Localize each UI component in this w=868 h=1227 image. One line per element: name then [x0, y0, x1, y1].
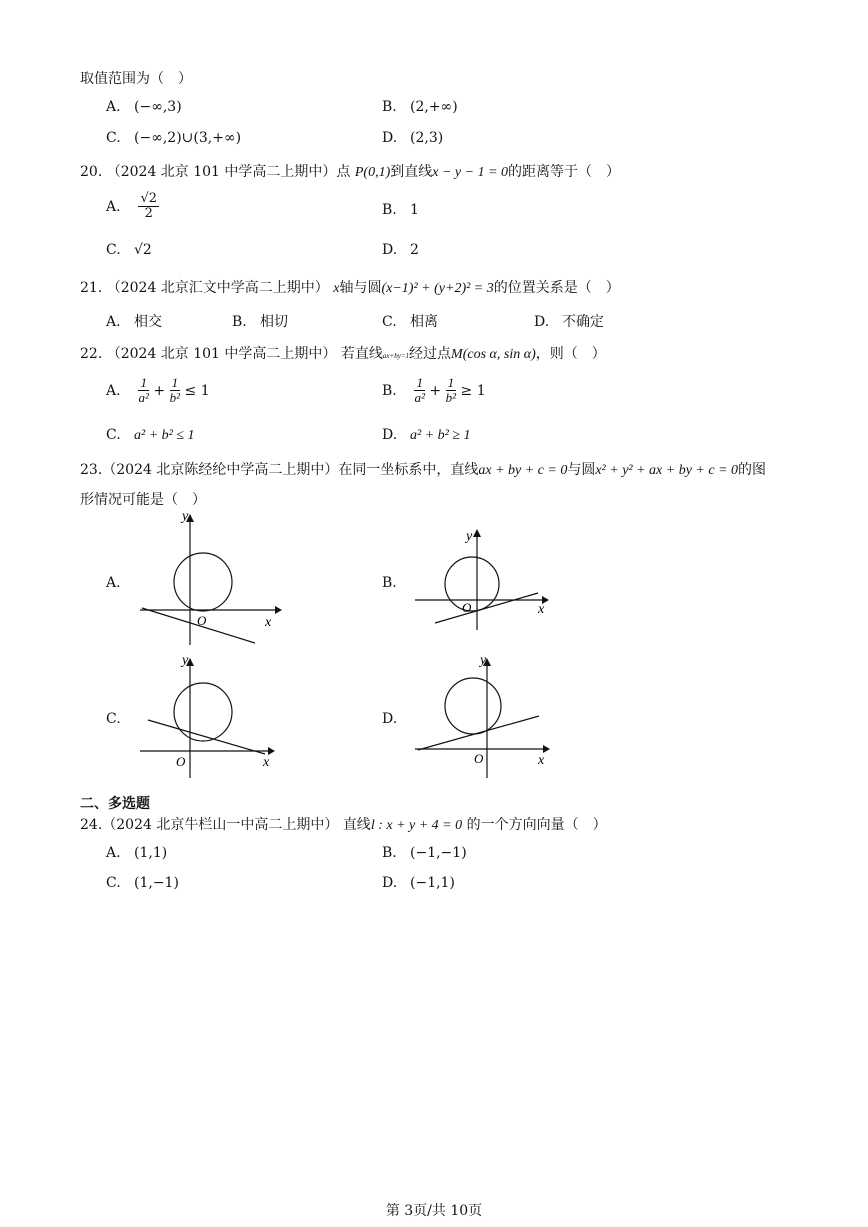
- q19-option-d[interactable]: D. (2,3): [382, 130, 444, 146]
- q24-stem: 24.（2024 北京牛栏山一中高二上期中） 直线l : x + y + 4 = 0 的一个方向向量（ ）: [80, 817, 607, 833]
- q20-option-a[interactable]: A. $\frac{√2}{2}$: [106, 191, 158, 222]
- page-footer: 第 3页/共 10页: [385, 1203, 483, 1219]
- svg-text:x: x: [538, 602, 545, 617]
- q23-option-c-label[interactable]: C.: [106, 711, 121, 727]
- q19-option-a[interactable]: A. (−∞,3): [106, 99, 182, 115]
- q24-option-a[interactable]: A. (1,1): [106, 845, 168, 861]
- q20-option-c[interactable]: C. √2: [106, 242, 152, 258]
- q23-stem-cont: 形情况可能是（ ）: [80, 492, 206, 508]
- section-title-multiple-choice: 二、多选题: [80, 796, 150, 812]
- q24-option-c[interactable]: C. (1,−1): [106, 875, 179, 891]
- q22-stem: 22. （2024 北京 101 中学高二上期中） 若直线ax+by=1经过点M(cos α, sin α)，则（ ）: [80, 346, 606, 362]
- q22-option-a[interactable]: A. $\frac{1}{\text{a²}}$ + $\frac{1}{\text{b²}}$ ≤ 1: [106, 375, 210, 406]
- svg-text:y: y: [466, 529, 473, 544]
- svg-text:O: O: [474, 751, 484, 766]
- q22-option-b[interactable]: B. $\frac{1}{\text{a²}}$ + $\frac{1}{\text{b²}}$ ≥ 1: [382, 375, 486, 406]
- svg-text:O: O: [176, 754, 186, 769]
- q21-option-b[interactable]: B. 相切: [232, 314, 288, 330]
- y-axis-label: y: [182, 510, 189, 524]
- svg-text:y: y: [182, 653, 189, 668]
- svg-text:x: x: [263, 755, 270, 770]
- q24-option-b[interactable]: B. (−1,−1): [382, 845, 467, 861]
- q23-option-d-label[interactable]: D.: [382, 711, 398, 727]
- svg-text:O: O: [462, 600, 472, 615]
- svg-text:y: y: [480, 653, 487, 668]
- q23-figure-b[interactable]: [410, 525, 560, 635]
- q21-option-a[interactable]: A. 相交: [106, 314, 162, 330]
- svg-text:x: x: [538, 753, 545, 768]
- q20-stem: 20. （2024 北京 101 中学高二上期中）点 P(0,1)到直线x − y − 1 = 0的距离等于（ ）: [80, 164, 621, 180]
- q22-option-c[interactable]: C. a² + b² ≤ 1: [106, 427, 195, 443]
- q23-figure-a[interactable]: [130, 510, 290, 650]
- q23-figure-d[interactable]: [410, 650, 560, 780]
- q23-figure-c[interactable]: [130, 650, 290, 780]
- q24-option-d[interactable]: D. (−1,1): [382, 875, 455, 891]
- q23-option-a-label[interactable]: A.: [106, 575, 121, 591]
- q21-stem: 21. （2024 北京汇文中学高二上期中） x轴与圆(x−1)² + (y+2)² = 3的位置关系是（ ）: [80, 280, 620, 296]
- q21-option-c[interactable]: C. 相离: [382, 314, 438, 330]
- x-axis-label: x: [265, 615, 272, 630]
- origin-label: O: [197, 613, 207, 628]
- q22-option-d[interactable]: D. a² + b² ≥ 1: [382, 427, 471, 443]
- q19-option-c[interactable]: C. (−∞,2)∪(3,+∞): [106, 130, 242, 146]
- q23-option-b-label[interactable]: B.: [382, 575, 397, 591]
- q21-option-d[interactable]: D. 不确定: [534, 314, 604, 330]
- q20-option-d[interactable]: D. 2: [382, 242, 419, 258]
- q19-option-b[interactable]: B. (2,+∞): [382, 99, 458, 115]
- q23-stem: 23.（2024 北京陈经纶中学高二上期中）在同一坐标系中，直线ax + by + c = 0与圆x² + y² + ax + by + c = 0的图: [80, 462, 767, 478]
- q20-option-b[interactable]: B. 1: [382, 202, 419, 218]
- q19-tail: 取值范围为（ ）: [80, 71, 192, 87]
